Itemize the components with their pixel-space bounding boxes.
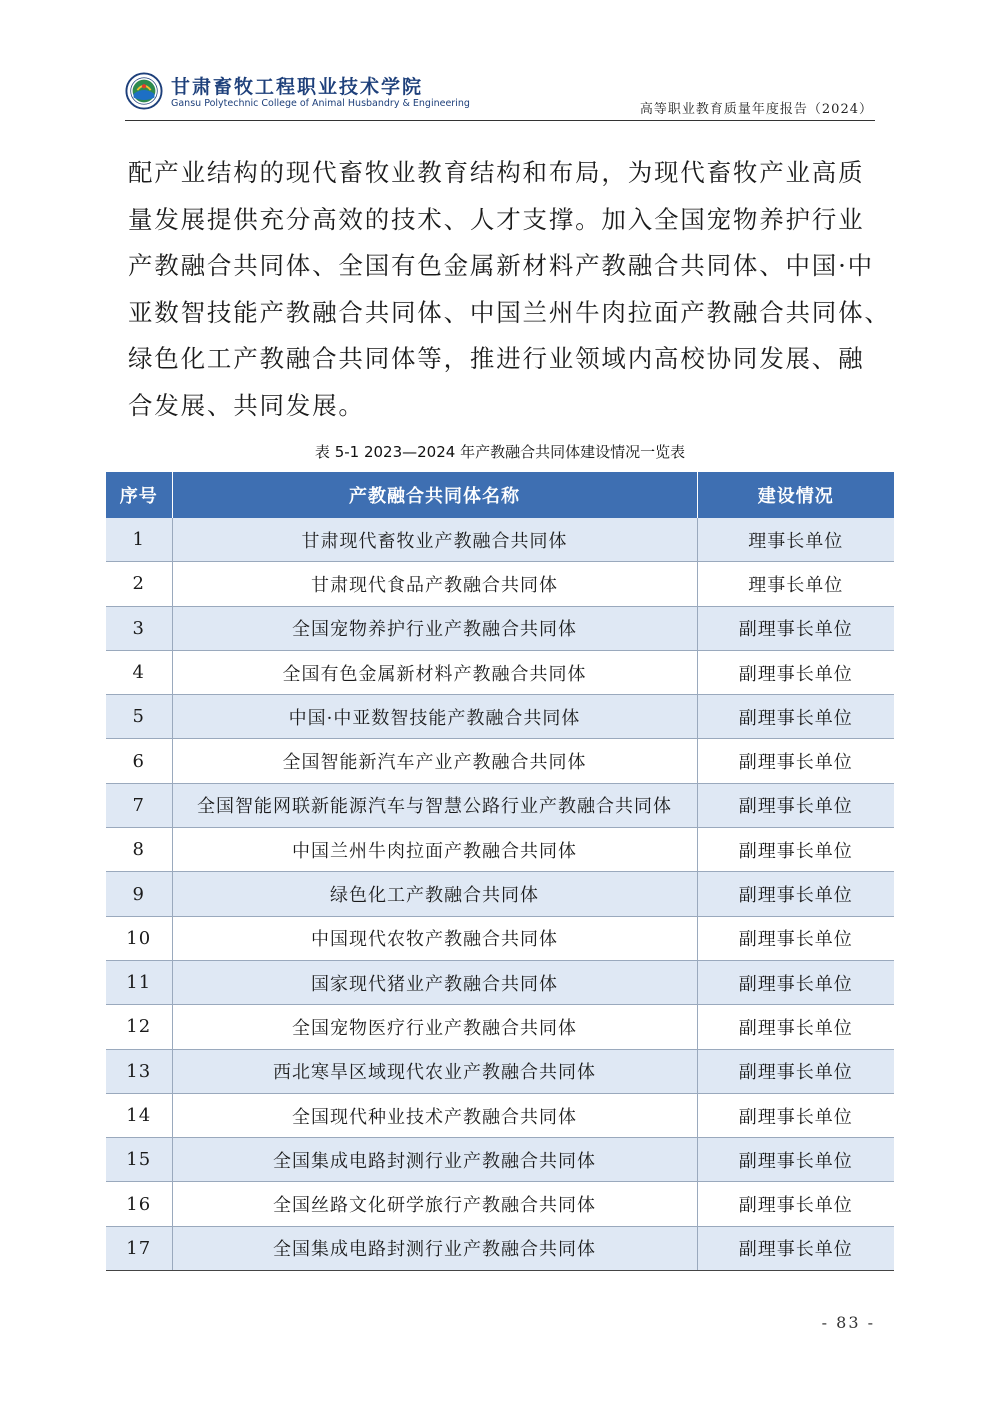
row-status: 副理事长单位 [697,783,894,827]
row-status: 理事长单位 [697,562,894,606]
table-header-row [106,472,894,518]
table-row [106,1226,894,1270]
row-number: 1 [106,518,172,562]
row-status: 副理事长单位 [697,606,894,650]
row-number: 14 [106,1093,172,1137]
row-status: 副理事长单位 [697,1093,894,1137]
row-name: 全国宠物医疗行业产教融合共同体 [172,1005,697,1049]
row-status: 副理事长单位 [697,960,894,1004]
table-row [106,1093,894,1137]
row-name: 全国集成电路封测行业产教融合共同体 [172,1138,697,1182]
row-number: 13 [106,1049,172,1093]
table-row [106,695,894,739]
row-name: 西北寒旱区域现代农业产教融合共同体 [172,1049,697,1093]
row-status: 副理事长单位 [697,695,894,739]
table-caption: 表 5-1 2023—2024 年产教融合共同体建设情况一览表 [314,443,686,461]
report-title: 高等职业教育质量年度报告（2024） [639,102,873,117]
header-status: 建设情况 [697,472,894,518]
paragraph-line: 亚数智技能产教融合共同体、中国兰州牛肉拉面产教融合共同体、 [128,297,891,327]
table-row [106,916,894,960]
row-status: 副理事长单位 [697,650,894,694]
row-number: 10 [106,916,172,960]
row-number: 8 [106,828,172,872]
school-name-en: Gansu Polytechnic College of Animal Husbandry & Engineering [171,98,470,109]
row-status: 副理事长单位 [697,828,894,872]
table-row [106,518,894,562]
row-status: 理事长单位 [697,518,894,562]
row-name: 中国·中亚数智技能产教融合共同体 [172,695,697,739]
row-number: 5 [106,695,172,739]
table-row [106,1049,894,1093]
table-row [106,1182,894,1226]
page-header [125,68,875,121]
row-status: 副理事长单位 [697,916,894,960]
row-name: 全国有色金属新材料产教融合共同体 [172,650,697,694]
page-number: - 83 - [821,1313,875,1332]
row-status: 副理事长单位 [697,739,894,783]
row-status: 副理事长单位 [697,1226,894,1270]
row-number: 4 [106,650,172,694]
row-name: 全国智能新汽车产业产教融合共同体 [172,739,697,783]
paragraph-line: 量发展提供充分高效的技术、人才支撑。加入全国宠物养护行业 [128,204,865,234]
school-name-cn: 甘肃畜牧工程职业技术学院 [171,76,424,98]
row-name: 甘肃现代畜牧业产教融合共同体 [172,518,697,562]
paragraph-line: 产教融合共同体、全国有色金属新材料产教融合共同体、中国·中 [128,251,874,280]
table-row [106,650,894,694]
row-number: 15 [106,1138,172,1182]
body-paragraph [128,150,891,429]
row-number: 6 [106,739,172,783]
school-emblem-icon [125,72,163,110]
row-number: 2 [106,562,172,606]
table-row [106,1138,894,1182]
paragraph-line: 合发展、共同发展。 [128,390,365,420]
row-number: 17 [106,1226,172,1270]
header-name: 产教融合共同体名称 [172,472,697,518]
paragraph-line: 绿色化工产教融合共同体等，推进行业领域内高校协同发展、融 [128,344,865,373]
row-name: 中国现代农牧产教融合共同体 [172,916,697,960]
community-table [106,472,894,1271]
table-row [106,739,894,783]
table-row [106,1005,894,1049]
row-number: 16 [106,1182,172,1226]
row-name: 国家现代猪业产教融合共同体 [172,960,697,1004]
table-row [106,562,894,606]
header-no: 序号 [106,472,172,518]
paragraph-line: 配产业结构的现代畜牧业教育结构和布局，为现代畜牧产业高质 [128,158,865,187]
row-name: 全国宠物养护行业产教融合共同体 [172,606,697,650]
row-name: 全国丝路文化研学旅行产教融合共同体 [172,1182,697,1226]
row-name: 全国集成电路封测行业产教融合共同体 [172,1226,697,1270]
row-status: 副理事长单位 [697,872,894,916]
row-number: 3 [106,606,172,650]
table-row [106,872,894,916]
row-name: 中国兰州牛肉拉面产教融合共同体 [172,828,697,872]
row-name: 甘肃现代食品产教融合共同体 [172,562,697,606]
table-row [106,960,894,1004]
row-number: 11 [106,960,172,1004]
table-row [106,606,894,650]
row-number: 12 [106,1005,172,1049]
table-row [106,783,894,827]
row-number: 7 [106,783,172,827]
row-status: 副理事长单位 [697,1005,894,1049]
row-status: 副理事长单位 [697,1049,894,1093]
row-name: 全国现代种业技术产教融合共同体 [172,1093,697,1137]
row-name: 绿色化工产教融合共同体 [172,872,697,916]
row-status: 副理事长单位 [697,1182,894,1226]
row-name: 全国智能网联新能源汽车与智慧公路行业产教融合共同体 [172,783,697,827]
table-row [106,828,894,872]
row-status: 副理事长单位 [697,1138,894,1182]
row-number: 9 [106,872,172,916]
